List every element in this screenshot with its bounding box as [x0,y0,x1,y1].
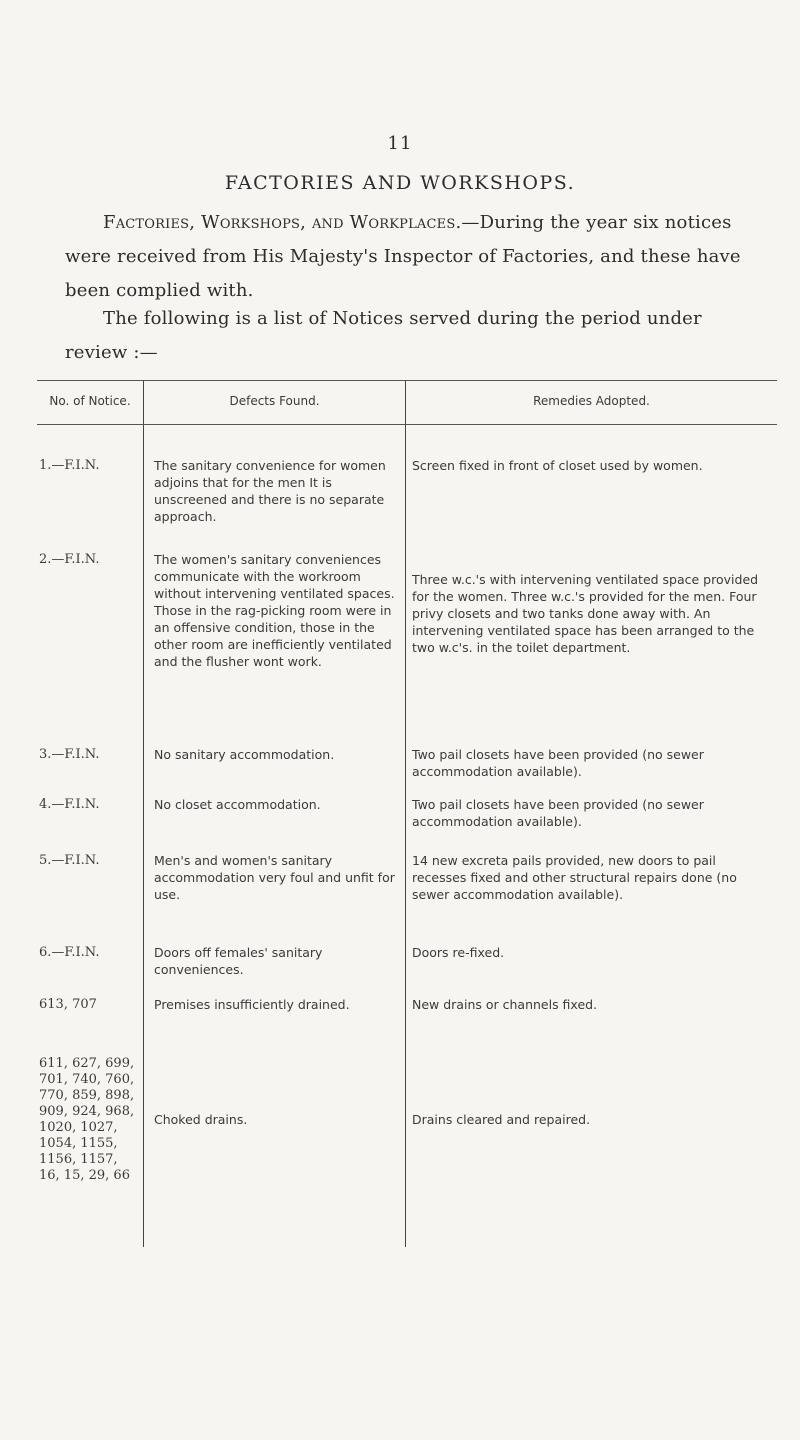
notice-number: 2.—F.I.N. [39,552,100,567]
intro-paragraph [65,206,765,308]
table-row [37,944,777,996]
section-heading: FACTORIES AND WORKSHOPS. [224,172,576,194]
notice-number: 5.—F.I.N. [39,853,100,868]
page-number: 11 [387,133,413,154]
table-row [37,796,777,852]
remedy-adopted: Two pail closets have been provided (no sewer accommodation available). [412,747,704,779]
defect-found: Premises insufficiently drained. [144,996,406,1056]
header-notice-no: No. of Notice. [37,381,144,425]
notice-number: 4.—F.I.N. [39,797,100,812]
notice-number: 1.—F.I.N. [39,458,100,473]
defect-found: The sanitary convenience for women adjoins that for the men It is unscreened and there is no separate approach. [144,425,406,548]
remedy-adopted: Doors re-fixed. [412,945,505,960]
header-remedies: Remedies Adopted. [406,381,778,425]
defect-found: Men's and women's sanitary accommodation very foul and unfit for use. [144,852,406,944]
notices-table [37,380,777,1247]
table-row [37,852,777,944]
remedy-adopted: Three w.c.'s with intervening ventilated space provided for the women. Three w.c.'s provided for the men. Four privy closets and two tanks done away with. An intervening ventilated space has been arranged to the two w.c's. in the toilet department. [412,572,759,655]
defect-found: Choked drains. [144,1056,406,1247]
table-row [37,746,777,796]
table-row [37,1056,777,1247]
notice-number: 613, 707 [39,997,97,1012]
defect-found: Doors off females' sanitary conveniences. [144,944,406,996]
notice-number: 3.—F.I.N. [39,747,100,762]
defect-found: No sanitary accommodation. [144,746,406,796]
remedy-adopted: Drains cleared and repaired. [412,1112,591,1127]
remedy-adopted: Two pail closets have been provided (no sewer accommodation available). [412,797,704,829]
intro-body: —During the year six notices were received from His Majesty's Inspector of Factories, and these have been complied with. [65,212,741,301]
lead-text: Factories, Workshops, and Workplaces. [103,212,462,233]
list-intro-paragraph: The following is a list of Notices served during the period under review :— [65,308,702,363]
remedy-adopted: 14 new excreta pails provided, new doors to pail recesses fixed and other structural repairs done (no sewer accommodation available). [412,853,737,902]
remedy-adopted: New drains or channels fixed. [412,997,598,1012]
table-row [37,996,777,1056]
remedy-adopted: Screen fixed in front of closet used by women. [412,458,703,473]
defect-found: No closet accommodation. [144,796,406,852]
defect-found: The women's sanitary conveniences communicate with the workroom without intervening ventilated spaces. Those in the rag-picking room were in an offensive condition, those in the other room are inefficiently ventilated and the flusher wont work. [144,547,406,746]
table-row [37,425,777,548]
notice-number: 6.—F.I.N. [39,945,100,960]
table-row [37,547,777,746]
table-header-row [37,381,777,425]
header-defects: Defects Found. [144,381,406,425]
notice-number-list: 611, 627, 699, 701, 740, 760, 770, 859, 898, 909, 924, 968, 1020, 1027, 1054, 1155, 1156, 1157, 16, 15, 29, 66 [39,1056,135,1183]
